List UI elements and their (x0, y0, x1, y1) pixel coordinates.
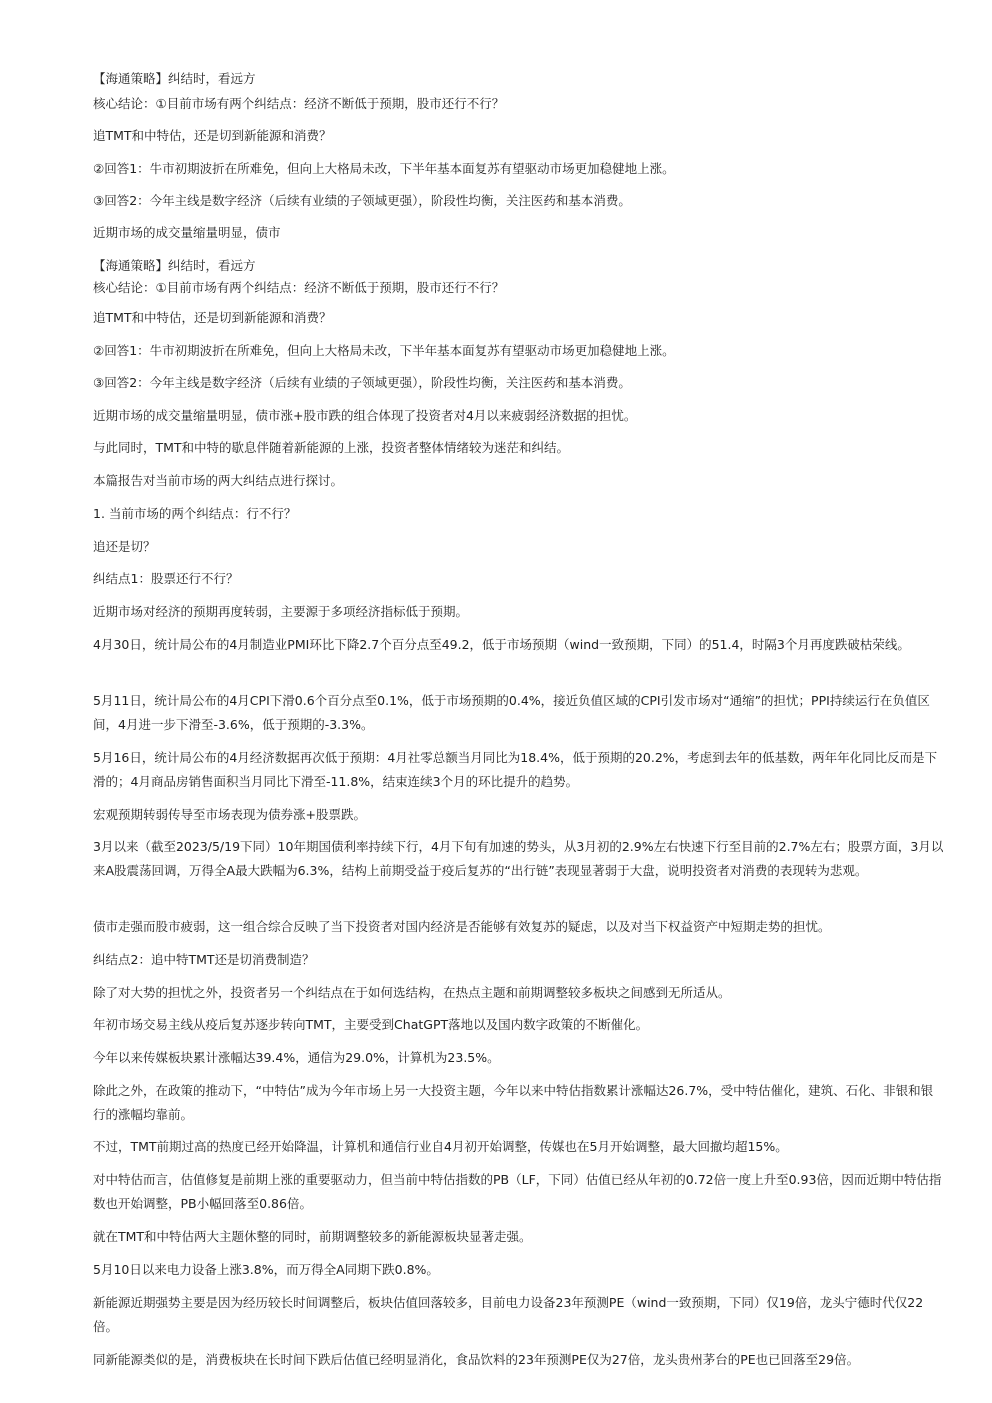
paragraph: 除此之外，在政策的推动下，“中特估”成为今年市场上另一大投资主题，今年以来中特估指数累计涨幅达26.7%，受中特估催化，建筑、石化、非银和银行的涨幅均靠前。 (93, 1083, 934, 1122)
paragraph-title: 【海通策略】纠结时，看远方 (93, 71, 256, 86)
paragraph: 债市走强而股市疲弱，这一组合综合反映了当下投资者对国内经济是否能够有效复苏的疑虑，以及对当下权益资产中短期走势的担忧。 (93, 919, 831, 934)
paragraph: 宏观预期转弱传导至市场表现为债券涨+股票跌。 (93, 807, 366, 822)
paragraph: 今年以来传媒板块累计涨幅达39.4%，通信为29.0%，计算机为23.5%。 (93, 1050, 500, 1065)
paragraph: 3月以来（截至2023/5/19下同）10年期国债利率持续下行，4月下旬有加速的势头，从3月初的2.9%左右快速下行至目前的2.7%左右；股票方面，3月以来A股震荡回调，万得全A最大跌幅为6.3%，结构上前期受益于疫后复苏的“出行链”表现显著弱于大盘，说明投资者对消费的表现转为悲观。 (93, 839, 944, 878)
paragraph: 近期市场的成交量缩量明显，债市涨+股市跌的组合体现了投资者对4月以来疲弱经济数据的担忧。 (93, 408, 637, 423)
paragraph: 不过，TMT前期过高的热度已经开始降温，计算机和通信行业自4月初开始调整，传媒也在5月开始调整，最大回撤均超15%。 (93, 1139, 788, 1154)
paragraph: 年初市场交易主线从疫后复苏逐步转向TMT，主要受到ChatGPT落地以及国内数字政策的不断催化。 (93, 1017, 649, 1032)
paragraph: 新能源近期强势主要是因为经历较长时间调整后，板块估值回落较多，目前电力设备23年预测PE（wind一致预期，下同）仅19倍，龙头宁德时代仅22倍。 (93, 1295, 924, 1334)
paragraph: 4月30日，统计局公布的4月制造业PMI环比下降2.7个百分点至49.2，低于市场预期（wind一致预期，下同）的51.4，时隔3个月再度跌破枯荣线。 (93, 637, 910, 652)
paragraph: 本篇报告对当前市场的两大纠结点进行探讨。 (93, 473, 344, 488)
paragraph-core-conclusion: 核心结论：①目前市场有两个纠结点：经济不断低于预期，股市还行不行？ (93, 96, 505, 111)
paragraph: 追还是切？ (93, 539, 156, 554)
paragraph: 就在TMT和中特估两大主题休整的同时，前期调整较多的新能源板块显著走强。 (93, 1229, 532, 1244)
subheading: 纠结点1：股票还行不行？ (93, 571, 239, 586)
paragraph: 5月16日，统计局公布的4月经济数据再次低于预期：4月社零总额当月同比为18.4%，低于预期的20.2%，考虑到去年的低基数，两年年化同比反而是下滑的；4月商品房销售面积当月同比下滑至-11.8%，结束连续3个月的环比提升的趋势。 (93, 750, 938, 789)
paragraph: 追TMT和中特估，还是切到新能源和消费？ (93, 310, 332, 325)
subheading: 纠结点2：追中特TMT还是切消费制造？ (93, 952, 315, 967)
section-heading: 1. 当前市场的两个纠结点：行不行？ (93, 506, 297, 521)
paragraph: 5月10日以来电力设备上涨3.8%，而万得全A同期下跌0.8%。 (93, 1262, 439, 1277)
paragraph: ②回答1：牛市初期波折在所难免，但向上大格局未改，下半年基本面复苏有望驱动市场更加稳健地上涨。 (93, 343, 675, 358)
paragraph: 对中特估而言，估值修复是前期上涨的重要驱动力，但当前中特估指数的PB（LF，下同）估值已经从年初的0.72倍一度上升至0.93倍，因而近期中特估指数也开始调整，PB小幅回落至0.86倍。 (93, 1172, 942, 1211)
paragraph-title: 【海通策略】纠结时，看远方 (93, 258, 256, 273)
paragraph: ②回答1：牛市初期波折在所难免，但向上大格局未改，下半年基本面复苏有望驱动市场更加稳健地上涨。 (93, 161, 675, 176)
paragraph: 近期市场对经济的预期再度转弱，主要源于多项经济指标低于预期。 (93, 604, 469, 619)
paragraph: 除了对大势的担忧之外，投资者另一个纠结点在于如何选结构，在热点主题和前期调整较多板块之间感到无所适从。 (93, 985, 731, 1000)
paragraph: 追TMT和中特估，还是切到新能源和消费？ (93, 128, 332, 143)
paragraph: ③回答2：今年主线是数字经济（后续有业绩的子领域更强），阶段性均衡，关注医药和基本消费。 (93, 193, 631, 208)
paragraph: 同新能源类似的是，消费板块在长时间下跌后估值已经明显消化，食品饮料的23年预测PE仅为27倍，龙头贵州茅台的PE也已回落至29倍。 (93, 1352, 860, 1367)
paragraph: 与此同时，TMT和中特的歇息伴随着新能源的上涨，投资者整体情绪较为迷茫和纠结。 (93, 440, 570, 455)
paragraph: 5月11日，统计局公布的4月CPI下滑0.6个百分点至0.1%，低于市场预期的0.4%，接近负值区域的CPI引发市场对“通缩”的担忧；PPI持续运行在负值区间，4月进一步下滑至-3.6%，低于预期的-3.3%。 (93, 693, 930, 732)
paragraph-core-conclusion: 核心结论：①目前市场有两个纠结点：经济不断低于预期，股市还行不行？ (93, 280, 505, 295)
paragraph: 近期市场的成交量缩量明显，债市 (93, 225, 281, 240)
paragraph: ③回答2：今年主线是数字经济（后续有业绩的子领域更强），阶段性均衡，关注医药和基本消费。 (93, 375, 631, 390)
